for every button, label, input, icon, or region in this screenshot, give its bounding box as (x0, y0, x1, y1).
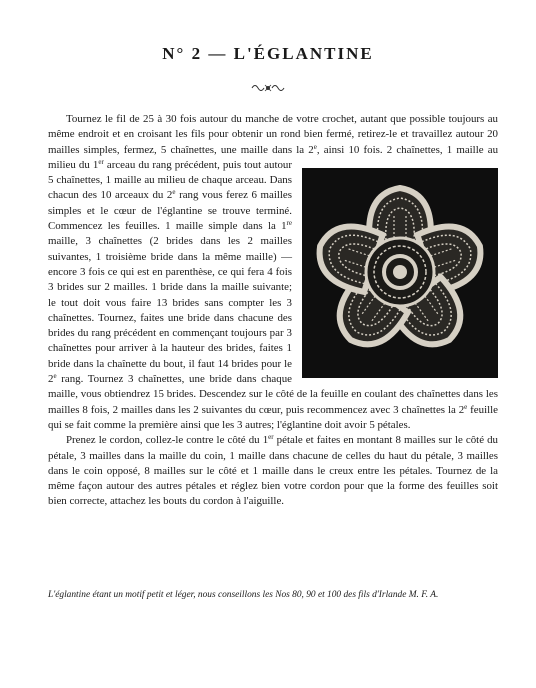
instructions-text (48, 112, 498, 510)
paragraph-1: Tournez le fil de 25 à 30 fois autour du manche de votre crochet, autant que possible toujours au même endroit et en croisant les fils pour obtenir un rond bien fermé, retirez-le et travaillez autour 20 mailles simples, fermez, 5 chaînettes, une maille dans la 2e, ainsi 10 fois. 2 chaînettes, 1 maille au milieu du 1er arceau du rang précédent, puis tout autour 5 chaînettes, 1 maille au milieu de chaque arceau. Dans chacun des 10 arceaux du 2e rang vous ferez 6 mailles simples et le cœur de l'églantine se trouve terminé. Commencez les feuilles. 1 maille simple dans la 1re maille, 3 chaînettes (2 brides dans les 2 mailles suivantes, 1 troisième bride dans la même maille) — encore 3 fois ce qui est en parenthèse, ce qui fera 4 fois 3 brides sur 2 mailles. 1 bride dans la maille suivante; le tout doit vous faire 13 brides sans compter les 3 chaînettes. Tournez, faites une bride dans chacune des brides du rang précédent en commençant toujours par 3 chaînettes pour arriver à la hauteur des brides, faites 1 bride dans la chaînette du bout, il faut 14 brides pour le 2e rang. Tournez 3 chaînettes, une bride dans chaque maille, vous obtiendrez 15 brides. Descendez sur le côté de la feuille en coulant des chaînettes dans les mailles 8 fois, 2 mailles dans les 2 suivantes du cœur, puis recommencez avec 3 chaînettes la 2e feuille qui se fait comme la première ainsi que les 3 autres; l'églantine doit avoir 5 pétales. (48, 113, 499, 431)
footnote: L'églantine étant un motif petit et léger, nous conseillons les Nos 80, 90 et 100 des fils d'Irlande M. F. A. (48, 590, 439, 600)
paragraph-2: Prenez le cordon, collez-le contre le côté du 1er pétale et faites en montant 8 mailles sur le côté du pétale, 3 mailles dans la maille du coin, 1 maille dans chacune de celles du haut du pétale, 3 mailles dans le coin opposé, 8 mailles sur le côté et 1 maille dans le creux entre les pétales. Tournez de la même façon autour des autres pétales et réglez bien votre cordon pour que la forme des feuilles soit bien correcte, attachez les bouts du cordon à l'aiguille. (48, 433, 498, 508)
page-title: N° 2 — L'ÉGLANTINE (162, 44, 374, 63)
crochet-eglantine-flower-image (302, 168, 498, 378)
ornament-icon (250, 82, 286, 94)
